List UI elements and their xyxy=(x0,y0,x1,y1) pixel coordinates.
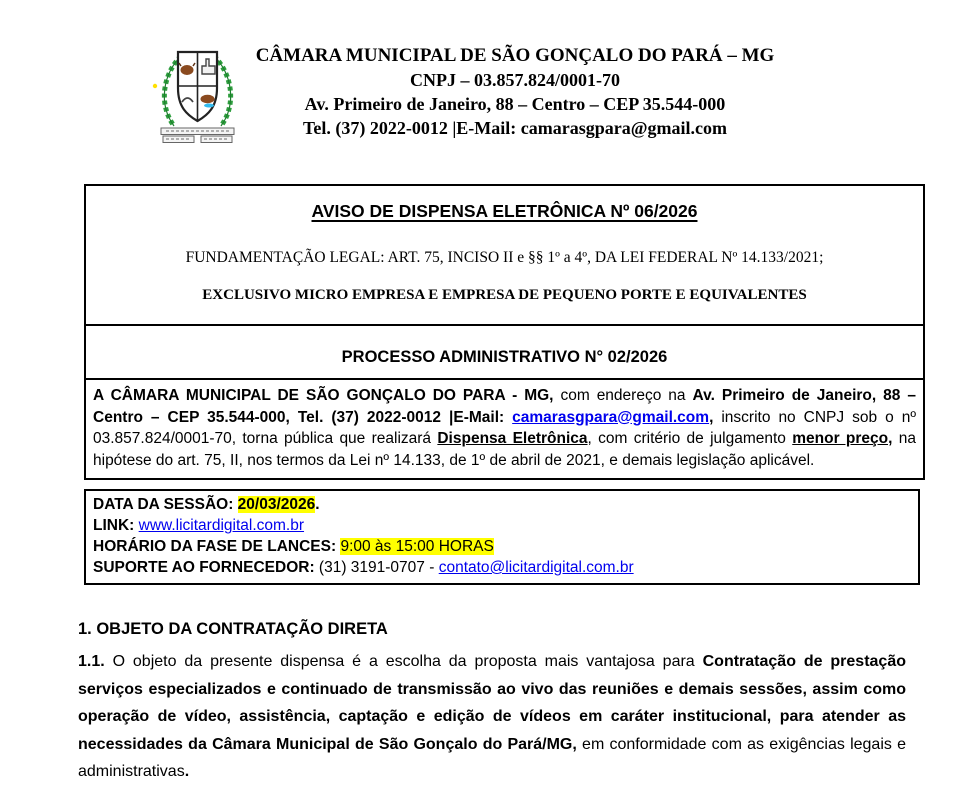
header-text-block xyxy=(215,44,815,140)
notice-intro-paragraph xyxy=(86,380,923,478)
text-segment: , xyxy=(709,408,714,426)
notice-title-row xyxy=(86,186,923,326)
text-segment: LINK: xyxy=(93,517,139,534)
session-date-line xyxy=(93,494,911,515)
session-support-line xyxy=(93,557,911,578)
text-segment: (31) 3191-0707 - xyxy=(318,559,439,576)
cow-head-figure xyxy=(181,65,194,75)
object-section-heading: 1. OBJETO DA CONTRATAÇÃO DIRETA xyxy=(78,620,388,638)
text-segment: na hipótese do art. 75, II, nos termos da Lei nº 14.133, de 1º de abril de 2021, e demais legislação aplicável. xyxy=(93,430,916,469)
session-link-line xyxy=(93,515,911,536)
camara-email-link[interactable]: camarasgpara@gmail.com xyxy=(512,408,710,426)
text-segment: Contratação de prestação serviços especializados e continuado de transmissão ao vivo das reuniões e demais sessões, assim como operação de vídeo, assistência, captação e edição de vídeos em caráter institucional, para atender as necessidades da Câmara Municipal de São Gonçalo do Pará/MG, xyxy=(78,653,907,753)
notice-title: AVISO DE DISPENSA ELETRÔNICA Nº 06/2026 xyxy=(311,201,698,221)
text-segment: em conformidade com as exigências legais e administrativas xyxy=(78,735,906,780)
text-segment: 1.1. xyxy=(78,653,105,670)
suporte-email-link[interactable]: contato@licitardigital.com.br xyxy=(438,559,634,576)
capybara-figure xyxy=(201,95,215,103)
legal-basis-line: FUNDAMENTAÇÃO LEGAL: ART. 75, INCISO II e §§ 1º a 4º, DA LEI FEDERAL Nº 14.133/2021; xyxy=(185,249,824,266)
process-number: PROCESSO ADMINISTRATIVO N° 02/2026 xyxy=(341,348,668,366)
text-segment: Av. Primeiro de Janeiro, 88 – Centro – CEP 35.544-000, Tel. (37) 2022-0012 |E-Mail: xyxy=(93,387,916,426)
text-segment: , com critério de julgamento xyxy=(587,430,793,447)
text-segment: Dispensa Eletrônica xyxy=(437,430,588,447)
text-segment: SUPORTE AO FORNECEDOR: xyxy=(93,559,319,576)
org-address: Av. Primeiro de Janeiro, 88 – Centro – CEP 35.544-000 xyxy=(304,94,726,114)
org-name: CÂMARA MUNICIPAL DE SÃO GONÇALO DO PARÁ – MG xyxy=(255,45,775,66)
wreath-yellow-dot xyxy=(153,84,157,88)
water-figure xyxy=(204,104,214,108)
org-cnpj: CNPJ – 03.857.824/0001-70 xyxy=(410,70,620,90)
notice-table xyxy=(84,184,925,480)
text-segment: 9:00 às 15:00 HORAS xyxy=(340,538,494,555)
text-segment: . xyxy=(184,763,190,780)
text-segment: A CÂMARA MUNICIPAL DE SÃO GONÇALO DO PARA - MG, xyxy=(93,387,554,404)
org-contact: Tel. (37) 2022-0012 |E-Mail: camarasgpara@gmail.com xyxy=(303,118,727,138)
object-section-paragraph xyxy=(78,648,906,786)
text-segment: menor preço, xyxy=(792,430,893,447)
text-segment: . xyxy=(315,496,320,513)
session-hours-line xyxy=(93,536,911,557)
text-segment: DATA DA SESSÃO: xyxy=(93,496,238,513)
text-segment: HORÁRIO DA FASE DE LANCES: xyxy=(93,538,341,555)
text-segment: O objeto da presente dispensa é a escolha da proposta mais vantajosa para xyxy=(104,653,703,670)
text-segment: inscrito no CNPJ sob o nº 03.857.824/0001-70, torna pública que realizará xyxy=(93,408,916,447)
session-details-table xyxy=(84,489,920,585)
exclusivity-line: EXCLUSIVO MICRO EMPRESA E EMPRESA DE PEQUENO PORTE E EQUIVALENTES xyxy=(202,287,807,303)
process-number-row xyxy=(86,326,923,380)
licitardigital-link[interactable]: www.licitardigital.com.br xyxy=(138,517,305,534)
document-header xyxy=(0,0,962,160)
text-segment: com endereço na xyxy=(553,387,693,404)
text-segment: 20/03/2026 xyxy=(237,496,316,513)
